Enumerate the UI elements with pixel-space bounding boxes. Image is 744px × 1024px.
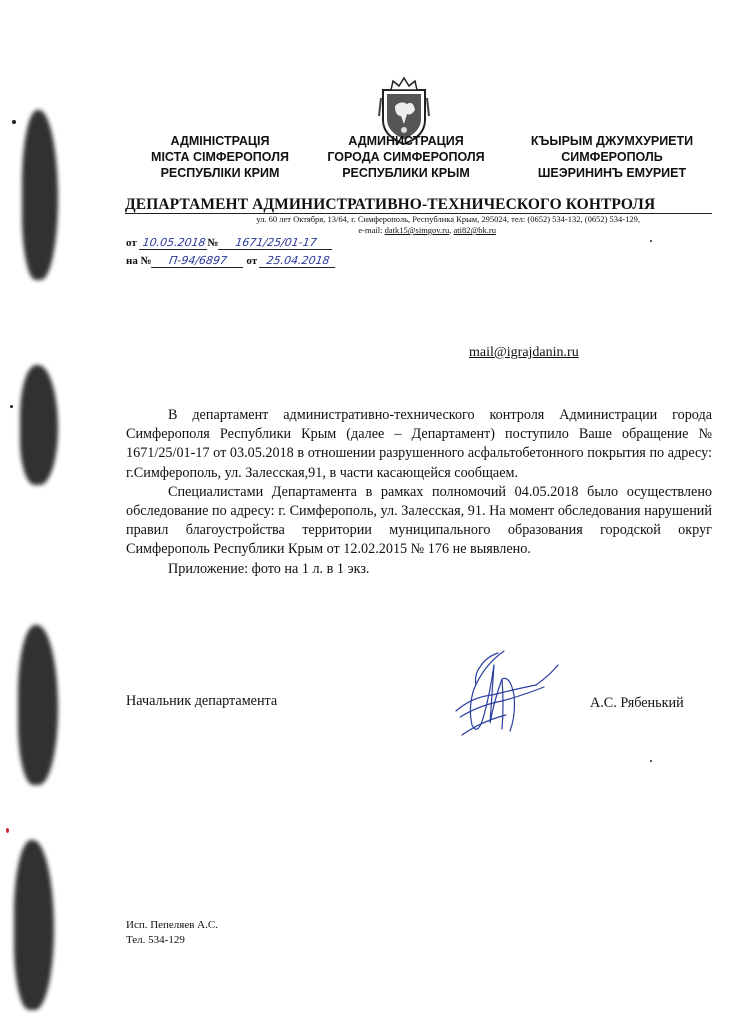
scan-speck xyxy=(650,240,652,242)
handwritten-reference-number: П-94/6897 xyxy=(151,254,245,268)
attachment-note: Приложение: фото на 1 л. в 1 экз. xyxy=(168,560,370,577)
email-link[interactable]: ati82@bk.ru xyxy=(453,225,496,235)
department-address: ул. 60 лет Октября, 13/64, г. Симферополь, Республика Крым, 295024, тел: (0652) 534-132, (0652) 534-129, xyxy=(256,214,640,224)
scan-speck xyxy=(10,405,13,408)
handwritten-date: 10.05.2018 xyxy=(139,236,209,250)
header-ukrainian xyxy=(140,133,300,181)
header-line: АДМІНІСТРАЦІЯ xyxy=(170,134,270,148)
outgoing-registration xyxy=(126,236,333,250)
handwritten-reference-date: 25.04.2018 xyxy=(259,254,337,268)
scan-shadow xyxy=(18,625,58,785)
number-label: № xyxy=(207,237,219,249)
handwritten-signature xyxy=(432,645,562,745)
letter-body xyxy=(126,406,712,579)
paragraph: Специалистами Департамента в рамках полномочий 04.05.2018 было осуществлено обследование по адресу: г. Симферополь, ул. Залесская, 91. На момент обследования нарушений правил благоустройства территории муниципального образования городской округ Симферополь Республики Крым от 12.02.2015 № 176 не выявлено. xyxy=(126,483,712,558)
email-separator: , xyxy=(449,225,454,235)
header-line: ШЕЭРИНИНЪ ЕМУРИЕТ xyxy=(537,166,687,180)
signer-name: А.С. Рябенький xyxy=(590,695,684,711)
header-line: РЕСПУБЛИКИ КРЫМ xyxy=(342,166,470,180)
email-prefix: e-mail: xyxy=(358,225,385,235)
reference-label: на № xyxy=(126,255,152,267)
department-emails xyxy=(300,225,496,236)
incoming-reference xyxy=(126,254,336,268)
reference-from-label: от xyxy=(246,255,258,267)
scan-shadow xyxy=(22,110,58,280)
email-link[interactable]: datk15@simgov.ru xyxy=(384,225,450,235)
recipient-email[interactable]: mail@igrajdanin.ru xyxy=(469,345,579,360)
scan-speck xyxy=(650,760,652,762)
header-crimean-tatar xyxy=(512,133,712,181)
department-title: ДЕПАРТАМЕНТ АДМИНИСТРАТИВНО-ТЕХНИЧЕСКОГО КОНТРОЛЯ xyxy=(125,196,656,213)
header-russian xyxy=(317,133,495,181)
from-label: от xyxy=(126,237,137,249)
paragraph: В департамент административно-технического контроля Администрации города Симферополя Республики Крым (далее – Департамент) поступило Ваше обращение № 1671/25/01-17 от 03.05.2018 в отношении разрушенного асфальтобетонного покрытия по адресу: г.Симферополь, ул. Залесская,91, в части касающейся сообщаем. xyxy=(126,407,712,481)
scan-shadow xyxy=(14,840,54,1010)
handwritten-number: 1671/25/01-17 xyxy=(218,236,334,250)
scan-speck xyxy=(6,828,9,833)
header-line: МІСТА СІМФЕРОПОЛЯ xyxy=(151,150,289,164)
header-line: РЕСПУБЛІКИ КРИМ xyxy=(160,166,280,180)
header-line: ГОРОДА СИМФЕРОПОЛЯ xyxy=(327,150,485,164)
header-line: КЪЫРЫМ ДЖУМХУРИЕТИ xyxy=(530,134,694,148)
header-line: АДМИНИСТРАЦИЯ xyxy=(348,134,464,148)
executor-info xyxy=(126,918,218,948)
executor-name: Исп. Пепеляев А.С. xyxy=(126,919,218,931)
executor-phone: Тел. 534-129 xyxy=(126,934,185,946)
header-line: СИМФЕРОПОЛЬ xyxy=(561,150,663,164)
scan-speck xyxy=(12,120,16,124)
scan-shadow xyxy=(20,365,58,485)
signer-position: Начальник департамента xyxy=(126,693,278,709)
